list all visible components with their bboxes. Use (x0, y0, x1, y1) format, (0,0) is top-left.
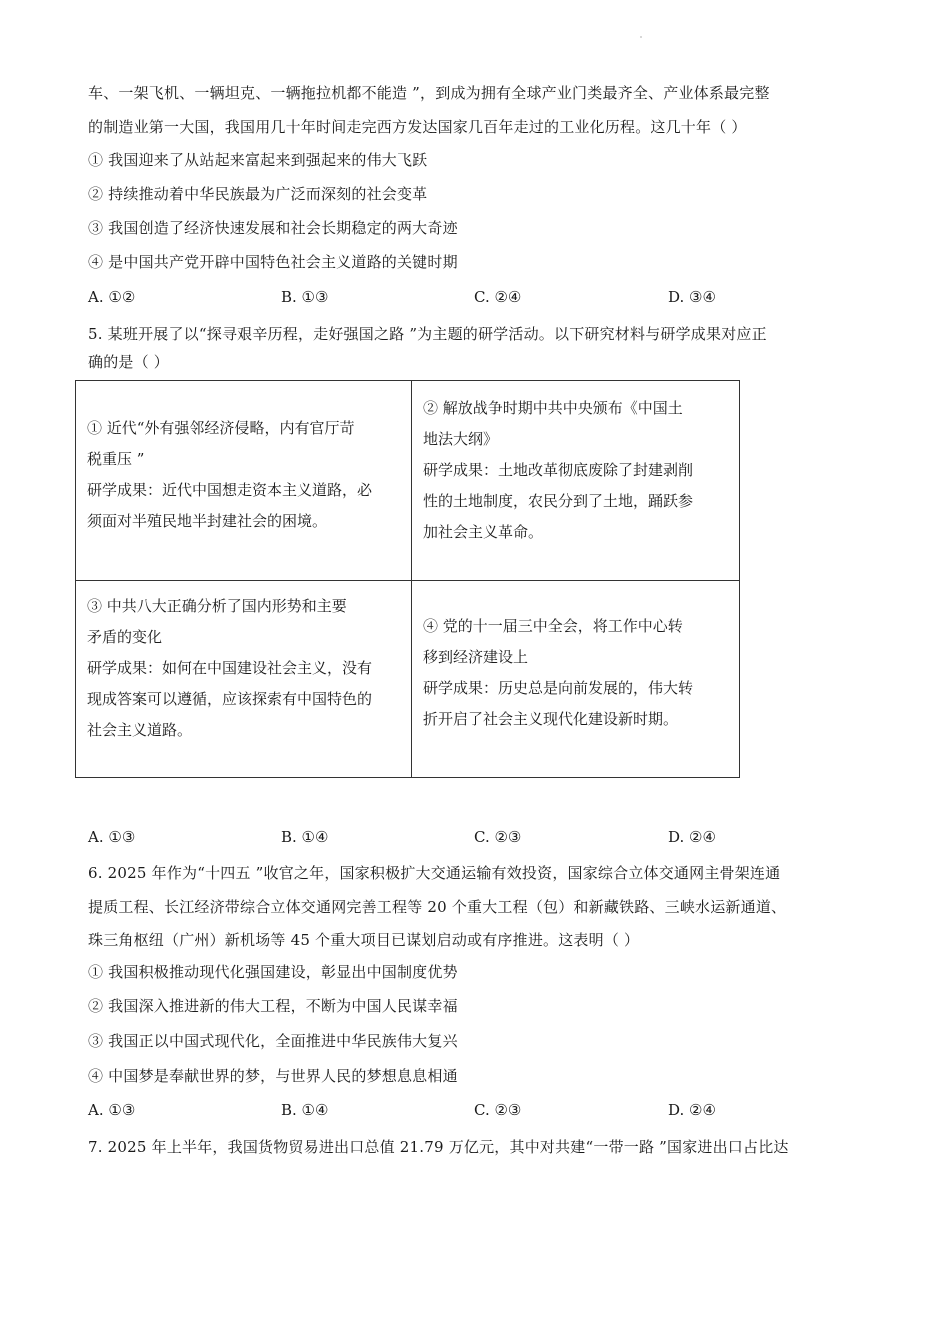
q6-option-d[interactable]: D. ②④ (668, 1101, 716, 1119)
q4-options (88, 287, 848, 307)
q4-stem-line2: 的制造业第一大国，我国用几十年时间走完西方发达国家几百年走过的工业化历程。这几十年（ ） (88, 118, 747, 136)
q5-option-a[interactable]: A. ①③ (88, 828, 136, 846)
cell-2-line: 地法大纲》 (423, 430, 499, 448)
q5-material-table (75, 380, 740, 778)
q4-statement-2: ② 持续推动着中华民族最为广泛而深刻的社会变革 (88, 185, 428, 203)
cell-1-line: ① 近代“外有强邻经济侵略，内有官厅苛 (87, 419, 355, 437)
cell-1-line: 研学成果：近代中国想走资本主义道路，必 (87, 481, 373, 499)
q6-statement-2: ② 我国深入推进新的伟大工程，不断为中国人民谋幸福 (88, 997, 458, 1015)
cell-1-line: 税重压 ” (87, 450, 145, 468)
q4-option-b[interactable]: B. ①③ (281, 288, 329, 306)
cell-2-line: 性的土地制度，农民分到了土地，踊跃参 (423, 492, 694, 510)
cell-1-line: 须面对半殖民地半封建社会的困境。 (87, 512, 328, 530)
page-mark (640, 36, 642, 38)
q4-statement-4: ④ 是中国共产党开辟中国特色社会主义道路的关键时期 (88, 253, 458, 271)
table-cell-4 (423, 611, 693, 735)
q6-options (88, 1100, 848, 1120)
table-cell-2 (423, 393, 693, 548)
cell-3-line: 社会主义道路。 (87, 721, 193, 739)
q6-statement-4: ④ 中国梦是奉献世界的梦，与世界人民的梦想息息相通 (88, 1067, 458, 1085)
cell-3-line: 矛盾的变化 (87, 628, 163, 646)
table-cell-1 (87, 413, 372, 537)
q5-stem-line2: 确的是（ ） (88, 353, 169, 371)
q6-option-b[interactable]: B. ①④ (281, 1101, 329, 1119)
q6-stem-line1: 6. 2025 年作为“十四五 ”收官之年，国家积极扩大交通运输有效投资，国家综合立体交通网主骨架连通 (88, 864, 781, 882)
q6-statement-3: ③ 我国正以中国式现代化，全面推进中华民族伟大复兴 (88, 1032, 458, 1050)
cell-2-line: 研学成果：土地改革彻底废除了封建剥削 (423, 461, 694, 479)
q5-option-b[interactable]: B. ①④ (281, 828, 329, 846)
q4-statement-1: ① 我国迎来了从站起来富起来到强起来的伟大飞跃 (88, 151, 428, 169)
cell-3-line: ③ 中共八大正确分析了国内形势和主要 (87, 597, 347, 615)
q6-stem-line2: 提质工程、长江经济带综合立体交通网完善工程等 20 个重大工程（包）和新藏铁路、三峡水运新通道、 (88, 898, 787, 916)
q4-stem-line1: 车、一架飞机、一辆坦克、一辆拖拉机都不能造 ”，到成为拥有全球产业门类最齐全、产业体系最完整 (88, 84, 770, 102)
q4-statement-3: ③ 我国创造了经济快速发展和社会长期稳定的两大奇迹 (88, 219, 458, 237)
q4-option-c[interactable]: C. ②④ (474, 288, 522, 306)
table-horizontal-divider (76, 580, 739, 581)
cell-4-line: ④ 党的十一届三中全会，将工作中心转 (423, 617, 683, 635)
cell-2-line: 加社会主义革命。 (423, 523, 544, 541)
q5-option-c[interactable]: C. ②③ (474, 828, 522, 846)
cell-2-line: ② 解放战争时期中共中央颁布《中国土 (423, 399, 683, 417)
q6-stem-line3: 珠三角枢纽（广州）新机场等 45 个重大项目已谋划启动或有序推进。这表明（ ） (88, 931, 640, 949)
q4-option-d[interactable]: D. ③④ (668, 288, 716, 306)
q5-options (88, 827, 848, 847)
q6-option-a[interactable]: A. ①③ (88, 1101, 136, 1119)
q7-stem-line1: 7. 2025 年上半年，我国货物贸易进出口总值 21.79 万亿元，其中对共建“一带一路 ”国家进出口占比达 (88, 1138, 789, 1156)
cell-3-line: 现成答案可以遵循，应该探索有中国特色的 (87, 690, 373, 708)
cell-4-line: 研学成果：历史总是向前发展的，伟大转 (423, 679, 694, 697)
q6-option-c[interactable]: C. ②③ (474, 1101, 522, 1119)
table-vertical-divider (411, 381, 412, 777)
table-cell-3 (87, 591, 372, 746)
q5-option-d[interactable]: D. ②④ (668, 828, 716, 846)
cell-4-line: 移到经济建设上 (423, 648, 529, 666)
cell-3-line: 研学成果：如何在中国建设社会主义，没有 (87, 659, 373, 677)
q4-option-a[interactable]: A. ①② (88, 288, 136, 306)
q6-statement-1: ① 我国积极推动现代化强国建设，彰显出中国制度优势 (88, 963, 458, 981)
cell-4-line: 折开启了社会主义现代化建设新时期。 (423, 710, 679, 728)
q5-stem-line1: 5. 某班开展了以“探寻艰辛历程，走好强国之路 ”为主题的研学活动。以下研究材料与研学成果对应正 (88, 325, 767, 343)
